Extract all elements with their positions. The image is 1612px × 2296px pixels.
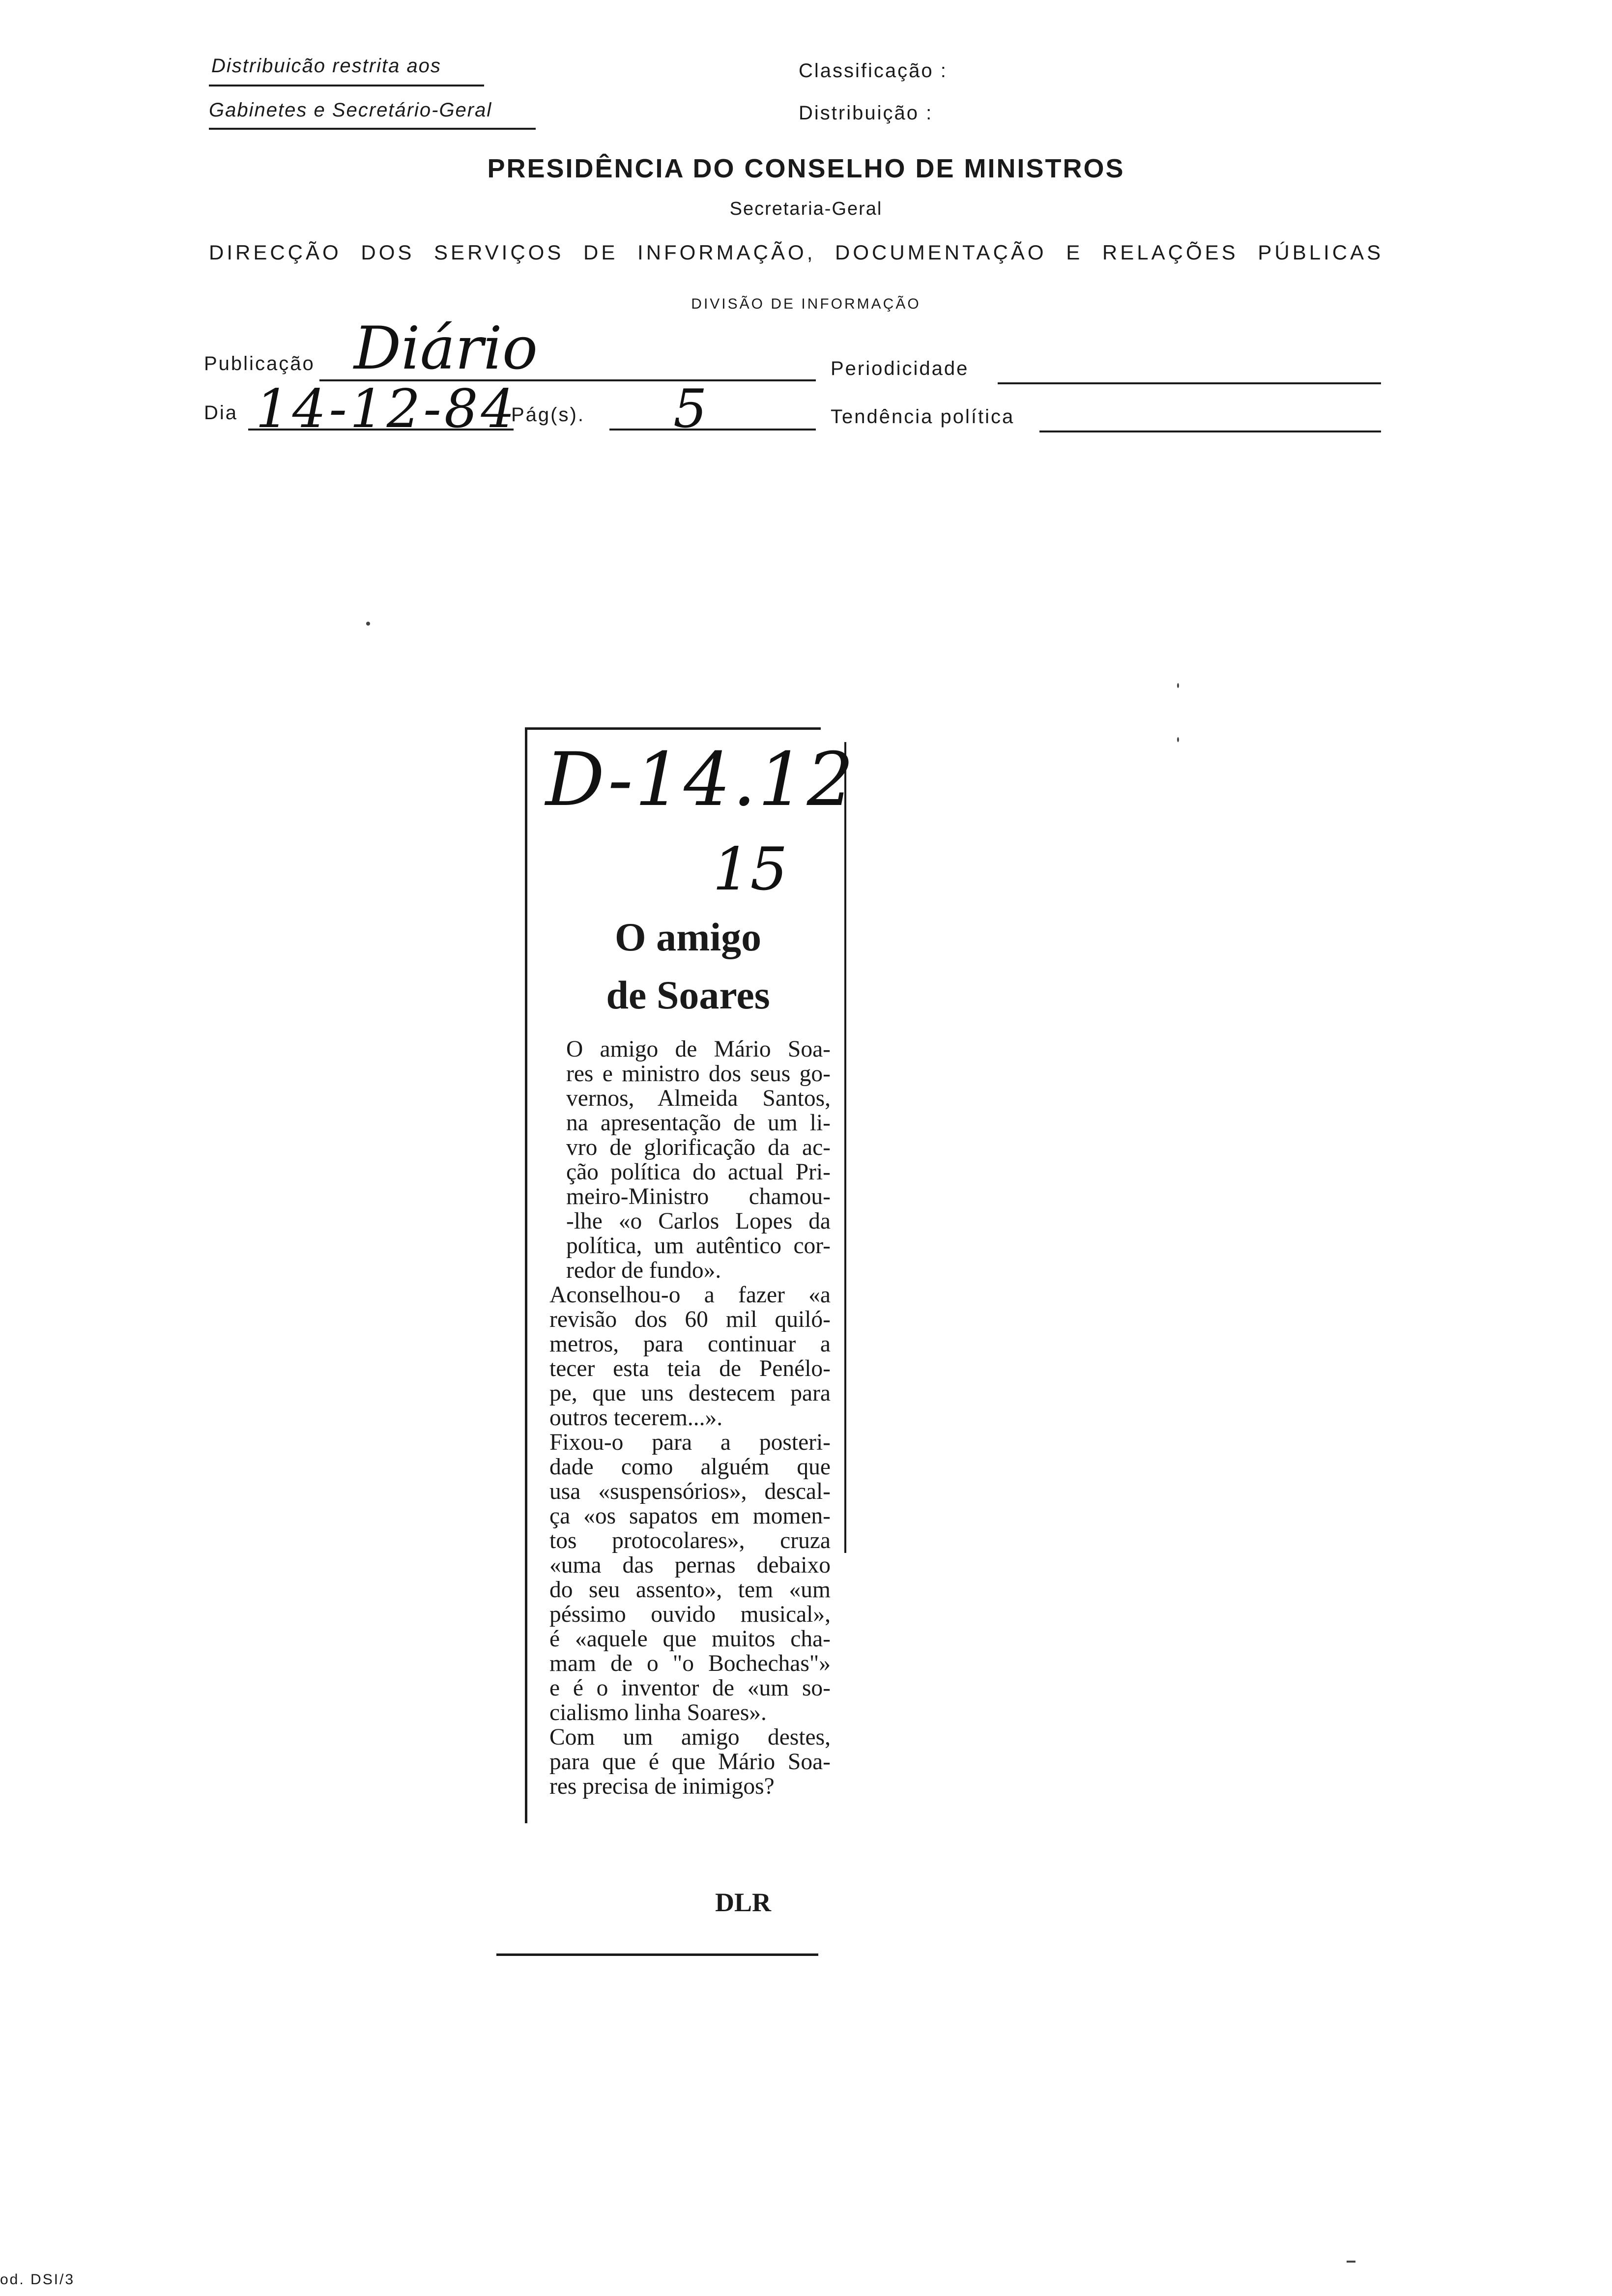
article-line: tecer esta teia de Penélo- (549, 1356, 831, 1381)
headline-line-2: de Soares (606, 973, 770, 1017)
article-line: res e ministro dos seus go- (566, 1061, 831, 1087)
periodicidade-label: Periodicidade (831, 358, 969, 379)
pags-underline (609, 429, 816, 430)
clipping-bottom-border (496, 1953, 818, 1956)
article-line: Com um amigo destes, (549, 1724, 831, 1750)
clipping-top-border (526, 727, 821, 730)
scan-speck (1177, 737, 1179, 742)
article-paragraph (531, 1283, 831, 1430)
headline-line-1: O amigo (614, 915, 762, 959)
restriction-line-2: Gabinetes e Secretário-Geral (209, 99, 492, 121)
clipping-handwritten-ref: D-14.12 (546, 737, 856, 823)
article-paragraph (531, 1037, 831, 1283)
form-code: od. DSI/3 (0, 2271, 75, 2288)
article-line: revisão dos 60 mil quiló- (549, 1307, 831, 1332)
restriction-line-1: Distribuicão restrita aos (211, 55, 441, 77)
article-line: res precisa de inimigos? (549, 1774, 775, 1799)
classificacao-label: Classificação : (799, 60, 948, 82)
article-line: vro de glorificação da ac- (566, 1135, 831, 1160)
article-line: -lhe «o Carlos Lopes da (566, 1208, 831, 1234)
article-line: meiro-Ministro chamou- (566, 1184, 831, 1209)
article-line: tos protocolares», cruza (549, 1528, 831, 1553)
article-line: pe, que uns destecem para (549, 1380, 831, 1406)
restriction-underline-2 (209, 128, 536, 130)
divisao-heading: DIVISÃO DE INFORMAÇÃO (691, 296, 921, 312)
article-byline: DLR (715, 1888, 772, 1917)
article-line: mam de o "o Bochechas"» (549, 1651, 831, 1676)
article-line: usa «suspensórios», descal- (549, 1479, 831, 1504)
dia-handwritten-value: 14-12-84 (256, 378, 518, 440)
tendencia-label: Tendência política (831, 406, 1015, 428)
article-line: ção política do actual Pri- (566, 1159, 831, 1185)
tendencia-underline (1039, 430, 1381, 432)
article-line: Aconselhou-o a fazer «a (549, 1282, 831, 1308)
distribuicao-label: Distribuição : (799, 102, 933, 124)
dia-label: Dia (204, 402, 238, 424)
clipping-handwritten-page: 15 (713, 835, 788, 904)
article-paragraph (531, 1430, 831, 1725)
clipping-left-border (525, 727, 527, 1823)
clipping-right-border (844, 742, 846, 1553)
publicacao-handwritten-value: Diário (354, 315, 538, 383)
periodicidade-underline (998, 382, 1381, 384)
article-line: O amigo de Mário Soa- (566, 1036, 831, 1062)
article-line: metros, para continuar a (549, 1331, 831, 1357)
publicacao-label: Publicação (204, 353, 315, 374)
article-line: na apresentação de um li- (566, 1110, 831, 1136)
pags-label: Pág(s). (511, 404, 585, 426)
article-line: política, um autêntico cor- (566, 1233, 831, 1259)
article-line: outros tecerem...». (549, 1405, 723, 1431)
article-line: do seu assento», tem «um (549, 1577, 831, 1603)
article-line: dade como alguém que (549, 1454, 831, 1480)
article-line: para que é que Mário Soa- (549, 1749, 831, 1775)
page-title: PRESIDÊNCIA DO CONSELHO DE MINISTROS (487, 154, 1125, 183)
article-line: cialismo linha Soares». (549, 1700, 767, 1725)
direccao-heading: DIRECÇÃO DOS SERVIÇOS DE INFORMAÇÃO, DOCUMENTAÇÃO E RELAÇÕES PÚBLICAS (209, 241, 1384, 264)
pags-handwritten-value: 5 (673, 378, 707, 440)
page-subtitle: Secretaria-Geral (729, 199, 883, 219)
article-line: péssimo ouvido musical», (549, 1602, 831, 1627)
article-line: «uma das pernas debaixo (549, 1552, 831, 1578)
scan-speck (1347, 2261, 1355, 2263)
article-line: Fixou-o para a posteri- (549, 1430, 831, 1455)
article-line: ça «os sapatos em momen- (549, 1503, 831, 1529)
article-line: e é o inventor de «um so- (549, 1675, 831, 1701)
article-line: é «aquele que muitos cha- (549, 1626, 831, 1652)
article-headline (536, 908, 840, 1024)
article-line: redor de fundo». (566, 1258, 721, 1283)
article-line: vernos, Almeida Santos, (566, 1086, 831, 1111)
article-paragraph (531, 1725, 831, 1799)
scan-speck (366, 622, 370, 626)
scan-speck (1177, 683, 1179, 688)
restriction-underline-1 (209, 85, 484, 86)
article-body (531, 1037, 831, 1799)
